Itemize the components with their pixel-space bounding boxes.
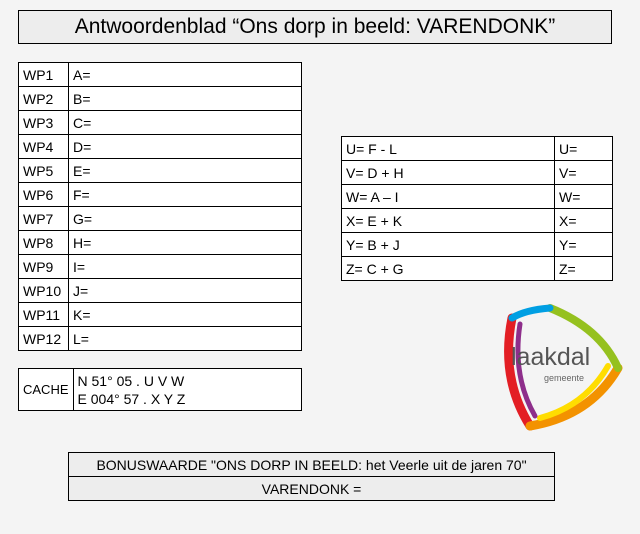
- formula-result: Z=: [555, 257, 613, 281]
- formula-expression: X= E + K: [342, 209, 555, 233]
- waypoint-answer: A=: [69, 63, 302, 87]
- cache-coordinates: [73, 369, 301, 411]
- bonus-table: [68, 452, 555, 501]
- waypoint-row: [19, 87, 302, 111]
- waypoint-answer: B=: [69, 87, 302, 111]
- waypoint-answer: C=: [69, 111, 302, 135]
- waypoint-row: [19, 159, 302, 183]
- bonus-value: VARENDONK =: [69, 477, 555, 501]
- waypoint-label: WP11: [19, 303, 69, 327]
- formula-expression: W= A – I: [342, 185, 555, 209]
- waypoint-label: WP5: [19, 159, 69, 183]
- formula-row: [342, 209, 613, 233]
- formula-row: [342, 257, 613, 281]
- waypoint-label: WP8: [19, 231, 69, 255]
- waypoint-row: [19, 327, 302, 351]
- waypoint-row: [19, 63, 302, 87]
- waypoint-answer: I=: [69, 255, 302, 279]
- waypoint-answer: J=: [69, 279, 302, 303]
- formula-row: [342, 161, 613, 185]
- waypoint-row: [19, 303, 302, 327]
- waypoint-label: WP1: [19, 63, 69, 87]
- cache-label: CACHE: [19, 369, 74, 411]
- waypoint-label: WP3: [19, 111, 69, 135]
- formula-result: X=: [555, 209, 613, 233]
- waypoint-label: WP12: [19, 327, 69, 351]
- waypoint-row: [19, 207, 302, 231]
- waypoint-row: [19, 279, 302, 303]
- cache-row: [19, 369, 302, 411]
- waypoint-label: WP9: [19, 255, 69, 279]
- formula-table: [341, 136, 613, 281]
- formula-row: [342, 137, 613, 161]
- waypoint-row: [19, 231, 302, 255]
- formula-result: V=: [555, 161, 613, 185]
- waypoint-answer: F=: [69, 183, 302, 207]
- formula-row: [342, 185, 613, 209]
- waypoint-answer: D=: [69, 135, 302, 159]
- waypoint-row: [19, 255, 302, 279]
- waypoint-label: WP10: [19, 279, 69, 303]
- logo-sub: gemeente: [544, 373, 585, 383]
- waypoint-label: WP6: [19, 183, 69, 207]
- waypoint-row: [19, 111, 302, 135]
- formula-expression: Z= C + G: [342, 257, 555, 281]
- waypoint-answer: K=: [69, 303, 302, 327]
- cache-table: [18, 368, 302, 411]
- waypoint-answer: L=: [69, 327, 302, 351]
- waypoint-answer: E=: [69, 159, 302, 183]
- waypoint-table: [18, 62, 302, 351]
- formula-row: [342, 233, 613, 257]
- cache-north: N 51° 05 . U V W: [77, 372, 185, 389]
- formula-result: Y=: [555, 233, 613, 257]
- bonus-header: BONUSWAARDE "ONS DORP IN BEELD: het Veerle uit de jaren 70": [69, 453, 555, 477]
- waypoint-label: WP4: [19, 135, 69, 159]
- logo-arc-blue: [512, 308, 550, 318]
- page-title: Antwoordenblad “Ons dorp in beeld: VARENDONK”: [18, 10, 612, 44]
- waypoint-row: [19, 135, 302, 159]
- formula-result: W=: [555, 185, 613, 209]
- waypoint-answer: H=: [69, 231, 302, 255]
- waypoint-row: [19, 183, 302, 207]
- waypoint-label: WP2: [19, 87, 69, 111]
- formula-expression: Y= B + J: [342, 233, 555, 257]
- formula-expression: V= D + H: [342, 161, 555, 185]
- logo-name: laakdal: [511, 343, 591, 371]
- formula-expression: U= F - L: [342, 137, 555, 161]
- waypoint-answer: G=: [69, 207, 302, 231]
- cache-east: E 004° 57 . X Y Z: [77, 390, 186, 407]
- waypoint-label: WP7: [19, 207, 69, 231]
- formula-result: U=: [555, 137, 613, 161]
